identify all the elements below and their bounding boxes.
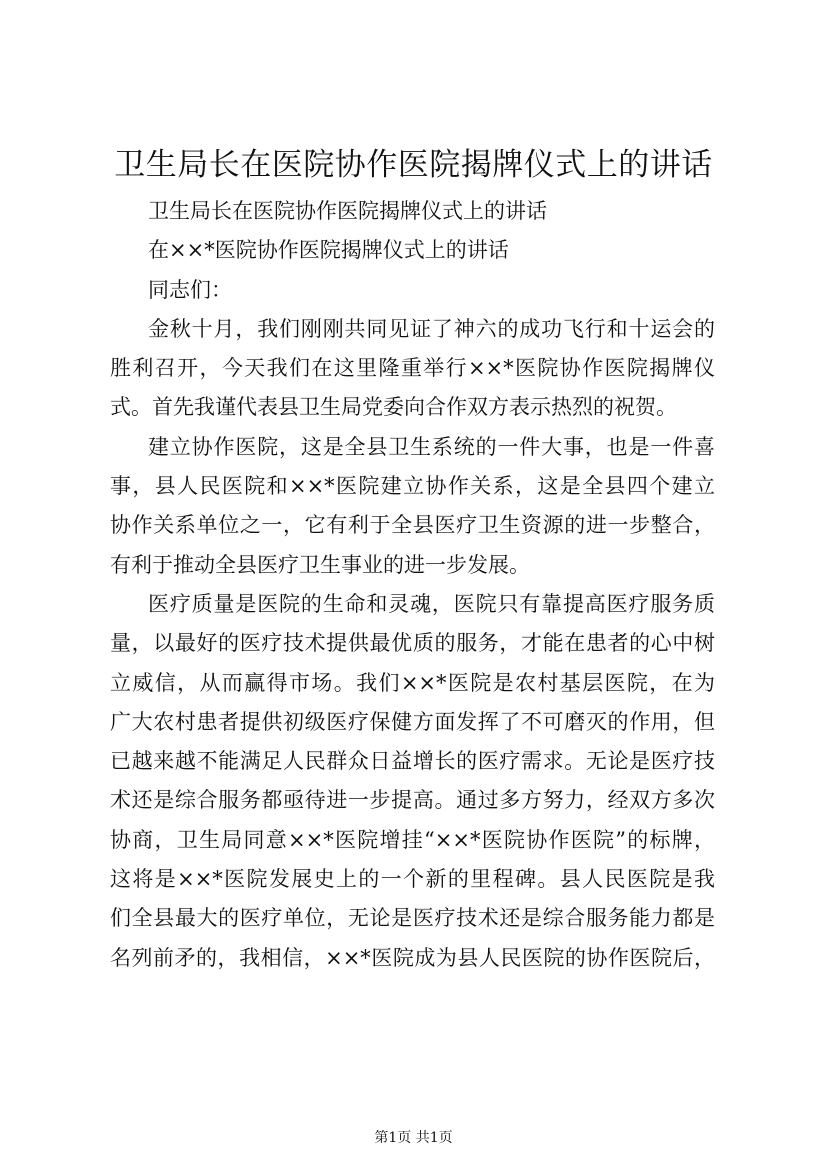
- text-line: 量，以最好的医疗技术提供最优质的服务，才能在患者的心中树: [110, 631, 715, 656]
- text-line: 立威信，从而赢得市场。我们××*医院是农村基层医院，在为: [110, 670, 715, 695]
- text-line: 式。首先我谨代表县卫生局党委向合作双方表示热烈的祝贺。: [110, 395, 677, 420]
- text-line: 已越来越不能满足人民群众日益增长的医疗需求。无论是医疗技: [110, 749, 715, 774]
- page-number: 第1页 共1页: [374, 1130, 453, 1146]
- text-line: 卫生局长在医院协作医院揭牌仪式上的讲话: [148, 199, 547, 223]
- text-line: 在××*医院协作医院揭牌仪式上的讲话: [148, 238, 509, 263]
- text-line: 名列前矛的，我相信，××*医院成为县人民医院的协作医院后，: [110, 945, 715, 970]
- text-line: 事，县人民医院和××*医院建立协作关系，这是全县四个建立: [110, 474, 715, 499]
- text-line: 协商，卫生局同意××*医院增挂“××*医院协作医院”的标牌，: [110, 827, 715, 852]
- text-line: 同志们：: [148, 277, 232, 302]
- text-line: 医疗质量是医院的生命和灵魂，医院只有靠提高医疗服务质: [148, 591, 715, 616]
- text-line: 协作关系单位之一，它有利于全县医疗卫生资源的进一步整合，: [110, 513, 715, 538]
- text-line: 这将是××*医院发展史上的一个新的里程碑。县人民医院是我: [110, 867, 715, 892]
- document-body: [110, 192, 715, 978]
- document-title: 卫生局长在医院协作医院揭牌仪式上的讲话: [114, 147, 713, 183]
- text-line: 术还是综合服务都亟待进一步提高。通过多方努力，经双方多次: [110, 788, 715, 813]
- text-line: 有利于推动全县医疗卫生事业的进一步发展。: [110, 552, 530, 577]
- text-line: 金秋十月，我们刚刚共同见证了神六的成功飞行和十运会的: [148, 316, 715, 341]
- text-line: 们全县最大的医疗单位，无论是医疗技术还是综合服务能力都是: [110, 906, 715, 931]
- text-line: 建立协作医院，这是全县卫生系统的一件大事，也是一件喜: [148, 434, 715, 459]
- text-line: 胜利召开，今天我们在这里隆重举行××*医院协作医院揭牌仪: [110, 356, 715, 381]
- text-line: 广大农村患者提供初级医疗保健方面发挥了不可磨灭的作用，但: [110, 709, 715, 734]
